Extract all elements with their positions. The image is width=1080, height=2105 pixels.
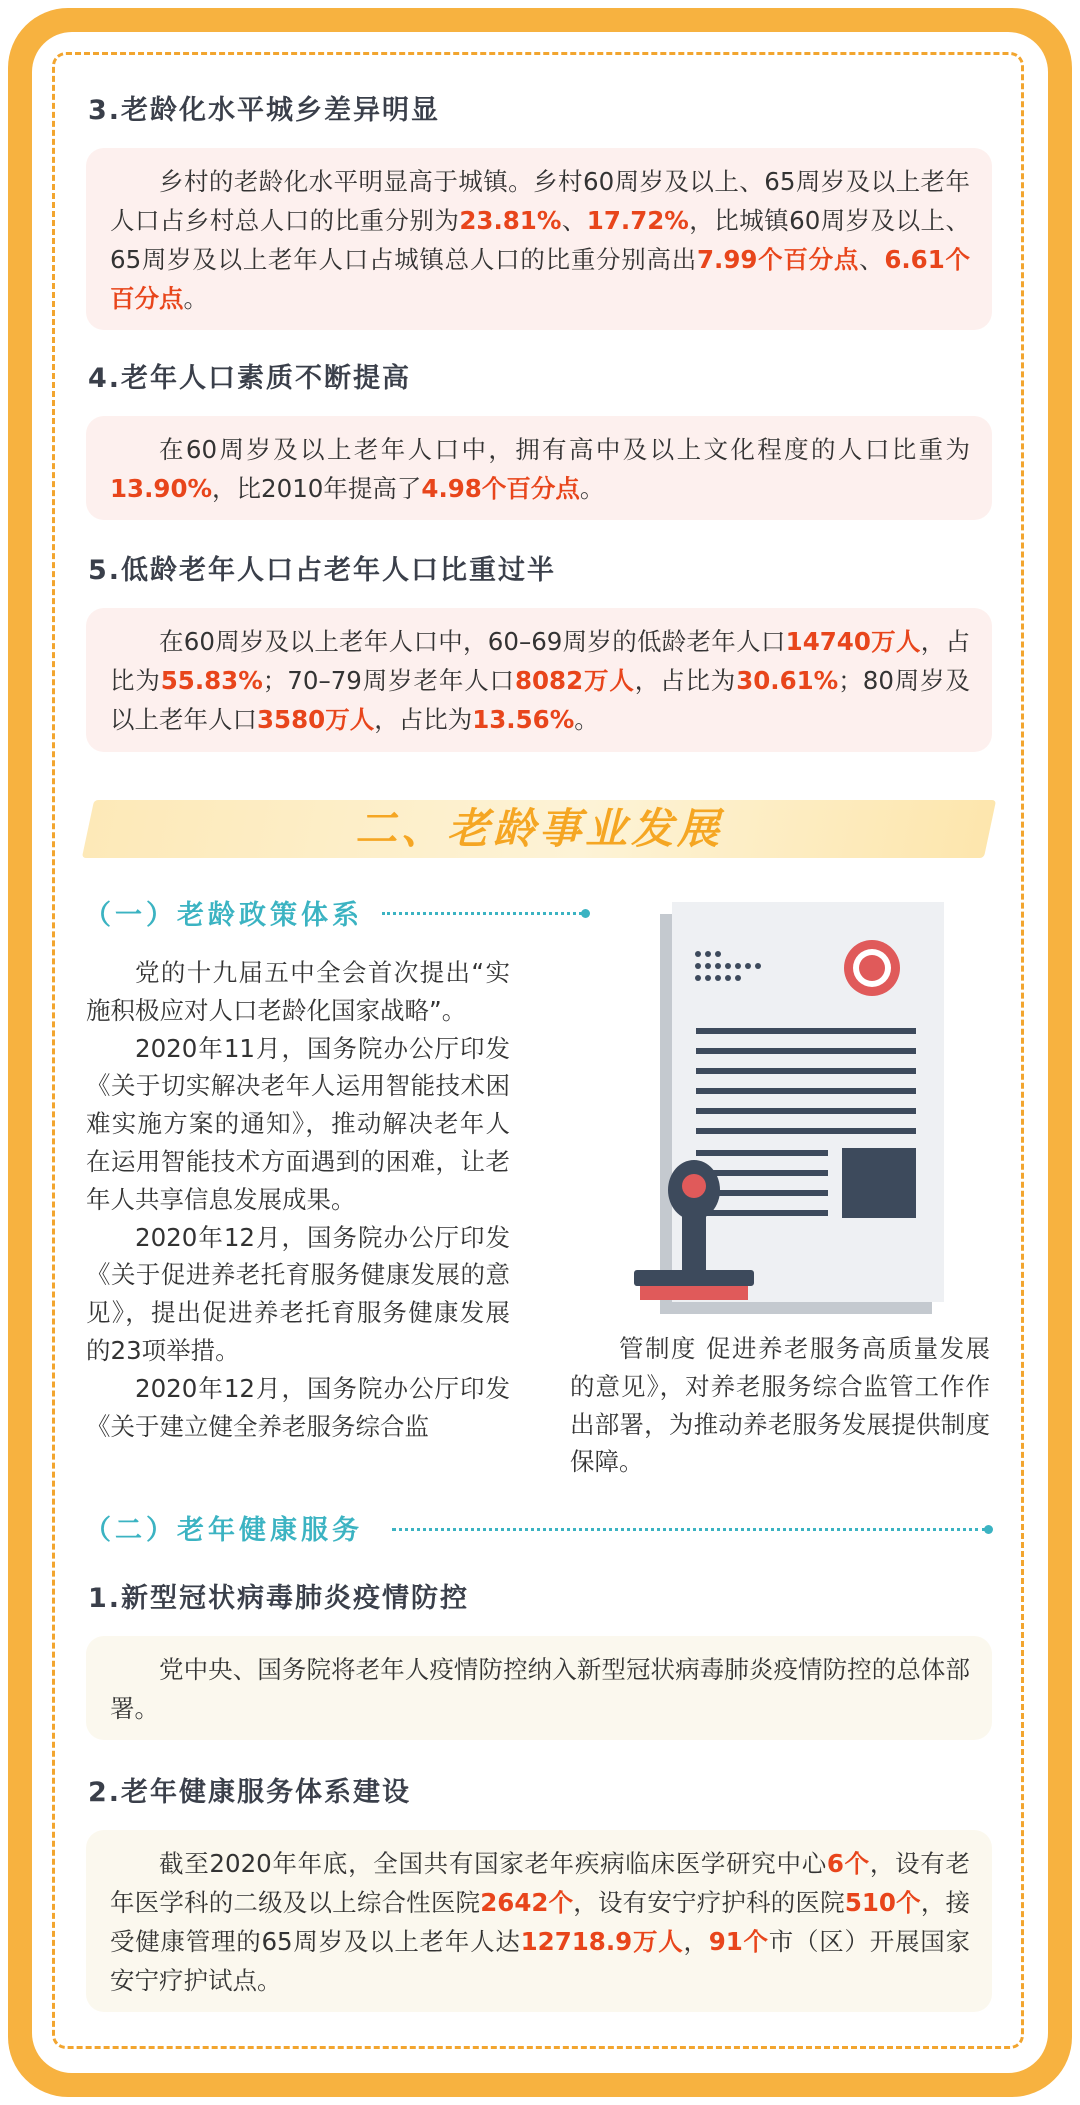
document-photo-block <box>842 1148 916 1218</box>
policy-paragraph-4-continued: 管制度 促进养老服务高质量发展的意见》，对养老服务综合监管工作作出部署，为推动养老服务发展提供制度保障。 <box>570 1334 990 1477</box>
health-1-heading: 1.新型冠状病毒肺炎疫情防控 <box>88 1583 470 1614</box>
section-5-heading: 5.低龄老年人口占老年人口比重过半 <box>88 555 557 586</box>
section-3-box: 乡村的老龄化水平明显高于城镇。乡村60周岁及以上、65周岁及以上老年人口占乡村总人口的比重分别为23.81%、17.72%，比城镇60周岁及以上、65周岁及以上老年人口占城镇总人口的比重分别高出7.99个百分点、6.61个百分点。 <box>86 148 992 330</box>
health-1-box: 党中央、国务院将老年人疫情防控纳入新型冠状病毒肺炎疫情防控的总体部署。 <box>86 1636 992 1740</box>
health-2-box: 截至2020年年底，全国共有国家老年疾病临床医学研究中心6个，设有老年医学科的二级及以上综合性医院2642个，设有安宁疗护科的医院510个，接受健康管理的65周岁及以上老年人达12718.9万人，91个市（区）开展国家安宁疗护试点。 <box>86 1830 992 2012</box>
document-with-stamp-icon <box>600 900 960 1320</box>
policy-paragraph-1: 党的十九届五中全会首次提出“实施积极应对人口老龄化国家战略”。 <box>86 958 510 1025</box>
subsection-2-dot <box>984 1525 993 1534</box>
subsection-1-heading: （一）老龄政策体系 <box>84 900 363 931</box>
subsection-2-dotline <box>392 1528 986 1531</box>
banner-title: 二、老龄事业发展 <box>354 804 723 853</box>
policy-right-column <box>570 1330 990 1481</box>
policy-paragraph-4: 2020年12月，国务院办公厅印发《关于建立健全养老服务综合监 <box>86 1373 510 1441</box>
section-4-heading: 4.老年人口素质不断提高 <box>88 363 412 394</box>
policy-paragraph-2: 2020年11月，国务院办公厅印发《关于切实解决老年人运用智能技术困难实施方案的通知》，推动解决老年人在运用智能技术方面遇到的困难，让老年人共享信息发展成果。 <box>86 1033 510 1214</box>
policy-paragraph-3: 2020年12月，国务院办公厅印发《关于促进养老托育服务健康发展的意见》，提出促进养老托育服务健康发展的23项举措。 <box>86 1222 510 1365</box>
document-page <box>672 902 944 1302</box>
subsection-1-dotline <box>382 912 582 915</box>
section-5-box: 在60周岁及以上老年人口中，60–69周岁的低龄老年人口14740万人，占比为55.83%；70–79周岁老年人口8082万人，占比为30.61%；80周岁及以上老年人口3580万人，占比为13.56%。 <box>86 608 992 752</box>
seal-center <box>859 955 885 981</box>
policy-left-column <box>86 954 510 1445</box>
subsection-1-dot <box>581 909 590 918</box>
section-4-box: 在60周岁及以上老年人口中，拥有高中及以上文化程度的人口比重为13.90%，比2010年提高了4.98个百分点。 <box>86 416 992 520</box>
section-3-heading: 3.老龄化水平城乡差异明显 <box>88 95 441 126</box>
subsection-2-heading: （二）老年健康服务 <box>84 1515 363 1546</box>
health-2-heading: 2.老年健康服务体系建设 <box>88 1777 412 1808</box>
part-2-banner <box>88 800 990 858</box>
